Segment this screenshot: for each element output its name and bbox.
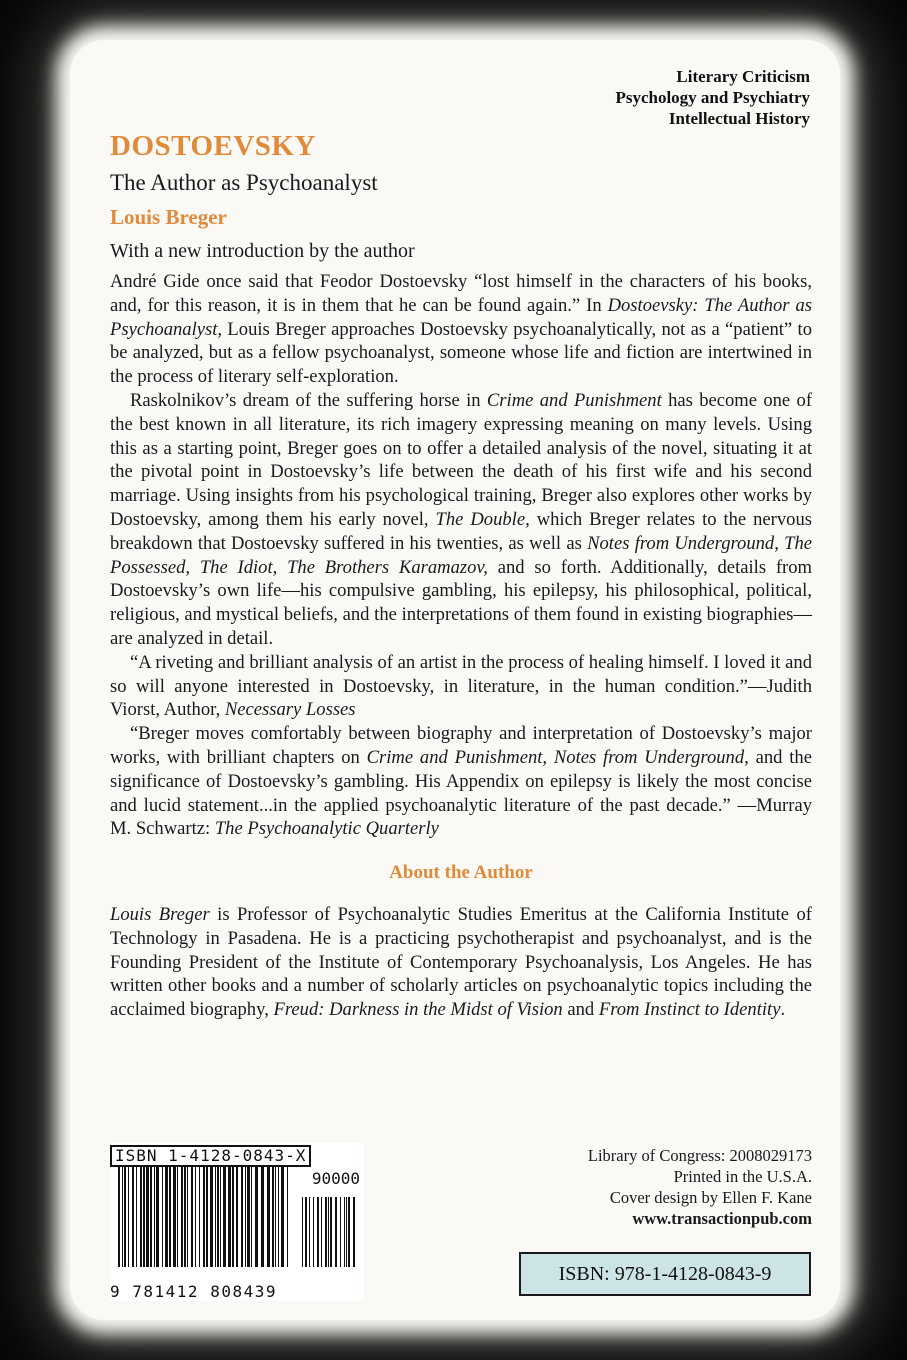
price-barcode-bar: [328, 1197, 329, 1267]
barcode-bar: [203, 1167, 205, 1267]
price-barcode-bar: [340, 1197, 341, 1267]
barcode-bar: [210, 1167, 213, 1267]
barcode-bar: [156, 1167, 159, 1267]
barcode-bar: [272, 1167, 274, 1267]
barcode-bar: [173, 1167, 176, 1267]
about-author-heading: About the Author: [389, 862, 533, 884]
description-paragraph-1: André Gide once said that Feodor Dostoevsky “lost himself in the characters of his books, and, for this reason, it is in them that he can be found again.” In Dostoevsky: The Author as Psychoanalyst, Louis Breger approaches Dostoevsky psychoanalytically, not as a “patient” to be analyzed, but as a fellow psychoanalyst, someone whose life and fiction are intertwined in the process of literary self-exploration.: [110, 271, 812, 388]
price-barcode-bar: [346, 1197, 347, 1267]
category-literary-criticism: Literary Criticism: [676, 67, 810, 86]
barcode-bar: [154, 1167, 155, 1267]
isbn10-label: ISBN 1-4128-0843-X: [110, 1145, 311, 1167]
price-barcode-bar: [330, 1197, 332, 1267]
barcode-bar: [177, 1167, 178, 1267]
barcode-bar: [169, 1167, 171, 1267]
price-barcode-bar: [321, 1197, 322, 1267]
review-quote-schwartz: “Breger moves comfortably between biography and interpretation of Dostoevsky’s major works, with brilliant chapters on Crime and Punishment, Notes from Underground, and the significance of Dostoevsky’s gambling. His Appendix on epilepsy is likely the most concise and lucid statement...in the applied psychoanalytic literature of the past decade.” —Murray M. Schwartz: The Psychoanalytic Quarterly: [110, 723, 812, 840]
barcode-bar: [165, 1167, 168, 1267]
barcode-bar: [223, 1167, 226, 1267]
isbn13-box: ISBN: 978-1-4128-0843-9: [519, 1252, 811, 1296]
barcode-bar: [267, 1167, 270, 1267]
price-barcode-bar: [317, 1197, 319, 1267]
barcode-bar: [281, 1167, 284, 1267]
library-of-congress: Library of Congress: 2008029173: [587, 1146, 812, 1165]
category-intellectual-history: Intellectual History: [668, 109, 810, 128]
barcode-bar: [255, 1167, 258, 1267]
barcode-bar: [217, 1167, 219, 1267]
book-title: DOSTOEVSKY: [110, 130, 316, 162]
price-code: 90000: [311, 1169, 360, 1188]
barcode-bar: [261, 1167, 264, 1267]
price-barcode-bar: [302, 1197, 303, 1267]
price-barcode-bar: [335, 1197, 337, 1267]
barcode-bar: [232, 1167, 234, 1267]
description-paragraph-2: Raskolnikov’s dream of the suffering horse in Crime and Punishment has become one of the best known in all literature, its rich imagery expressing meaning on many levels. Using this as a starting point, Breger goes on to offer a detailed analysis of the novel, situating it at the pivotal point in Dostoevsky’s life between the death of his first wife and his second marriage. Using insights from his psychological training, Breger also explores other works by Dostoevsky, among them his early novel, The Double, which Breger relates to the nervous breakdown that Dostoevsky suffered in his twenties, as well as Notes from Underground, The Possessed, The Idiot, The Brothers Karamazov, and so forth. Additionally, details from Dostoevsky’s own life—his compulsive gambling, his epilepsy, his philosophical, political, religious, and mystical beliefs, and the interpretations of them found in existing biographies—are analyzed in detail.: [110, 389, 813, 649]
barcode-bar: [184, 1167, 186, 1267]
barcode-bar: [181, 1167, 183, 1267]
barcode-bar: [251, 1167, 252, 1267]
price-barcode-bar: [353, 1197, 355, 1267]
barcode-bar: [247, 1167, 250, 1267]
ean-digits: 9 781412 808439: [110, 1282, 277, 1301]
barcode-bar: [162, 1167, 163, 1267]
cover-design-credit: Cover design by Ellen F. Kane: [609, 1188, 812, 1207]
review-quote-viorst: “A riveting and brilliant analysis of an artist in the process of healing himself. I loved it and so will anyone interested in Dostoevsky, in literature, in the human condition.”—Judith Viorst, Author, Necessary Losses: [110, 651, 812, 721]
price-barcode-bar: [344, 1197, 345, 1267]
intro-note: With a new introduction by the author: [110, 240, 415, 262]
book-author: Louis Breger: [110, 205, 227, 229]
publisher-info: [588, 1145, 812, 1229]
barcode-bar: [136, 1167, 137, 1267]
barcode-bar: [128, 1167, 129, 1267]
barcode-bar: [122, 1167, 123, 1267]
barcode-bar: [143, 1167, 145, 1267]
barcode-bar: [199, 1167, 200, 1267]
publisher-website[interactable]: www.transactionpub.com: [632, 1209, 812, 1228]
barcode-bar: [191, 1167, 193, 1267]
barcode-bar: [124, 1167, 126, 1267]
barcode-bar: [228, 1167, 231, 1267]
barcode-bar: [195, 1167, 196, 1267]
price-barcode-bar: [313, 1197, 314, 1267]
barcode-bar: [215, 1167, 216, 1267]
subject-categories: [615, 66, 810, 129]
printed-in: Printed in the U.S.A.: [673, 1167, 812, 1186]
price-barcode-bar: [309, 1197, 310, 1267]
price-barcode-bar: [325, 1197, 327, 1267]
barcode-bar: [241, 1167, 243, 1267]
barcode-bar: [140, 1167, 142, 1267]
barcode-bar: [150, 1167, 152, 1267]
barcode-bar: [236, 1167, 238, 1267]
about-author-bio: Louis Breger is Professor of Psychoanalytic Studies Emeritus at the California Institute of Technology in Pasadena. He is a practicing psychotherapist and psychoanalyst, and is the Founding President of the Institute of Contemporary Psychoanalysis, Los Angeles. He has written other books and a number of scholarly articles on psychoanalytic topics including the acclaimed biography, Freud: Darkness in the Midst of Vision and From Instinct to Identity.: [110, 903, 812, 1021]
price-barcode-bar: [305, 1197, 307, 1267]
barcode-bar: [146, 1167, 149, 1267]
barcode-bar: [245, 1167, 246, 1267]
barcode-bar: [206, 1167, 208, 1267]
barcode-bar: [132, 1167, 134, 1267]
barcode-bar: [118, 1167, 120, 1267]
price-barcode-bar: [348, 1197, 350, 1267]
barcode-bar: [287, 1167, 288, 1267]
barcode: [110, 1143, 364, 1301]
book-subtitle: The Author as Psychoanalyst: [110, 170, 378, 195]
barcode-bar: [275, 1167, 276, 1267]
description-body: [110, 270, 812, 1022]
barcode-bar: [220, 1167, 221, 1267]
barcode-bar: [187, 1167, 188, 1267]
category-psychology: Psychology and Psychiatry: [615, 88, 810, 107]
barcode-bar: [278, 1167, 279, 1267]
